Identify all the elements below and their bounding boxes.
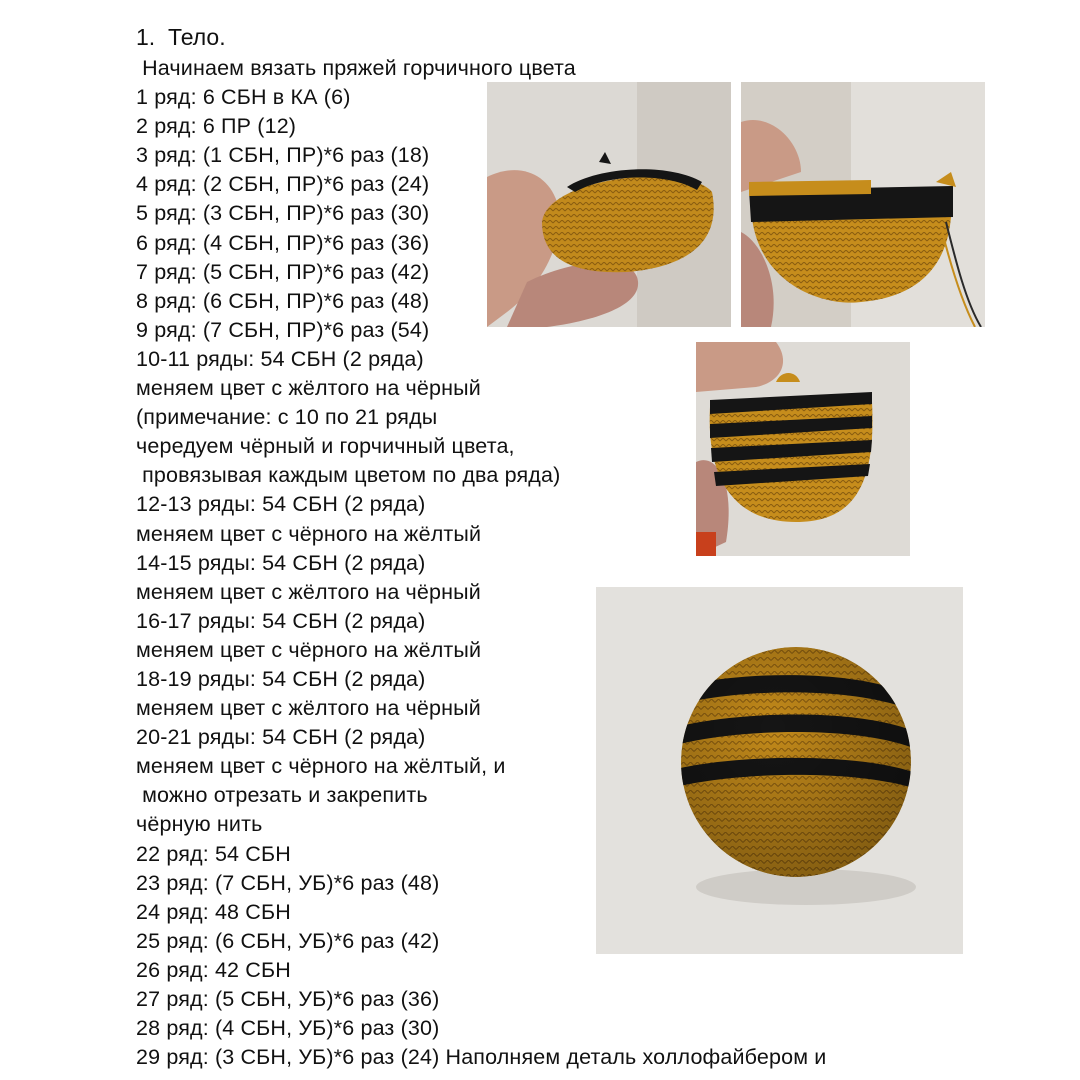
instruction-line: 14-15 ряды: 54 СБН (2 ряда) [136,550,426,575]
section-title: 1. Тело. [136,24,226,50]
instruction-line: меняем цвет с чёрного на жёлтый, и [136,754,506,779]
instruction-line: меняем цвет с жёлтого на чёрный [136,696,481,721]
instruction-line: 5 ряд: (3 СБН, ПР)*6 раз (30) [136,201,430,226]
instruction-line: 16-17 ряды: 54 СБН (2 ряда) [136,608,426,633]
instruction-line: 12-13 ряды: 54 СБН (2 ряда) [136,492,426,517]
instruction-line: 1 ряд: 6 СБН в КА (6) [136,85,351,110]
instruction-line: меняем цвет с чёрного на жёлтый [136,637,482,662]
instruction-line: 8 ряд: (6 СБН, ПР)*6 раз (48) [136,288,430,313]
instruction-line: 2 ряд: 6 ПР (12) [136,114,297,139]
instruction-line: (примечание: с 10 по 21 ряды [136,405,438,430]
instruction-line: 29 ряд: (3 СБН, УБ)*6 раз (24) Наполняем деталь холлофайбером и [136,1045,827,1070]
instruction-line: Начинаем вязать пряжей горчичного цвета [136,56,576,80]
instruction-line: провязывая каждым цветом по два ряда) [136,463,561,488]
instruction-line: 3 ряд: (1 СБН, ПР)*6 раз (18) [136,143,430,168]
instruction-line: 10-11 ряды: 54 СБН (2 ряда) [136,346,424,371]
crochet-photo-striped-cup [696,342,910,556]
instruction-line: 9 ряд: (7 СБН, ПР)*6 раз (54) [136,317,430,342]
crochet-photo-striped-ball [596,587,963,954]
instruction-line: можно отрезать и закрепить [136,783,428,808]
instruction-line: 18-19 ряды: 54 СБН (2 ряда) [136,666,426,691]
instruction-line: чередуем чёрный и горчичный цвета, [136,434,515,459]
instruction-line: 6 ряд: (4 СБН, ПР)*6 раз (36) [136,230,430,255]
crochet-photo-cup-start [487,82,731,327]
instruction-line: 7 ряд: (5 СБН, ПР)*6 раз (42) [136,259,430,284]
instruction-line: 26 ряд: 42 СБН [136,957,291,982]
instruction-line: 25 ряд: (6 СБН, УБ)*6 раз (42) [136,928,440,953]
instruction-line: 28 ряд: (4 СБН, УБ)*6 раз (30) [136,1016,440,1041]
crochet-photo-cup-black-band [741,82,985,327]
instruction-line: 24 ряд: 48 СБН [136,899,291,924]
instruction-line: 27 ряд: (5 СБН, УБ)*6 раз (36) [136,987,440,1011]
instruction-line: чёрную нить [136,812,263,837]
instruction-line: меняем цвет с жёлтого на чёрный [136,376,481,401]
instruction-line: 20-21 ряды: 54 СБН (2 ряда) [136,725,426,750]
instruction-line: меняем цвет с жёлтого на чёрный [136,579,481,604]
instruction-line: 4 ряд: (2 СБН, ПР)*6 раз (24) [136,172,430,197]
instruction-line: 22 ряд: 54 СБН [136,841,291,866]
instruction-line: 23 ряд: (7 СБН, УБ)*6 раз (48) [136,870,440,895]
instruction-line: меняем цвет с чёрного на жёлтый [136,521,482,546]
